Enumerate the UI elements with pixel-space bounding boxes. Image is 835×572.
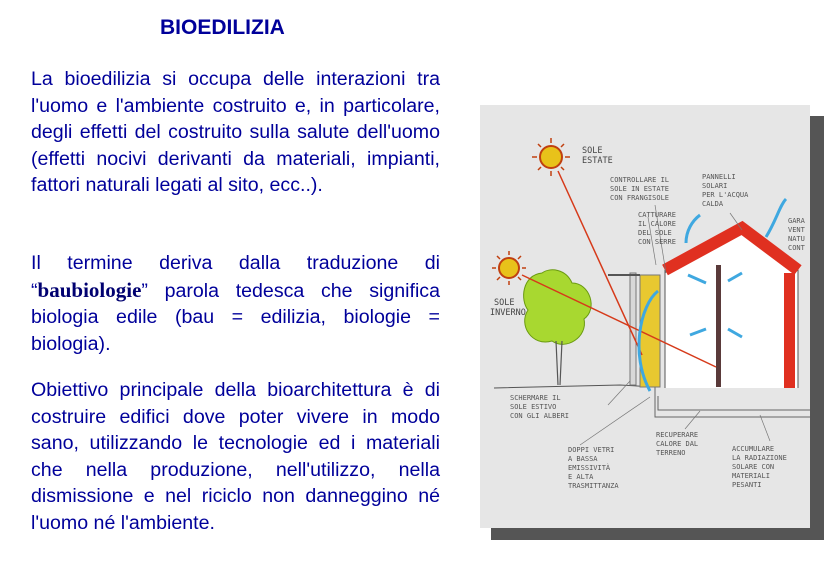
etymology-text-end: ” parola tedesca che significa biologia edile (bau = edilizia, biologie = biologia). [31, 279, 440, 355]
label-garantire-1: GARA [788, 217, 805, 225]
label-controllare-3: CON FRANGISOLE [610, 194, 670, 202]
label-pannelli-3: PER L'ACQUA [702, 191, 749, 199]
label-doppi-5: TRASMITTANZA [568, 482, 619, 490]
label-accumulare-5: PESANTI [732, 481, 762, 489]
label-garantire-3: NATU [788, 235, 805, 243]
label-accumulare-2: LA RADIAZIONE [732, 454, 787, 462]
label-sole-estate-2: ESTATE [582, 156, 613, 166]
label-accumulare-4: MATERIALI [732, 472, 770, 480]
term-baubiologie: baubiologie [37, 277, 142, 302]
tree [524, 270, 592, 385]
label-doppi-4: E ALTA [568, 473, 594, 481]
house-walls [665, 228, 798, 388]
label-schermare-1: SCHERMARE IL [510, 394, 561, 402]
label-accumulare-1: ACCUMULARE [732, 445, 775, 453]
label-catturare-2: IL CALORE [638, 220, 676, 228]
label-catturare-4: CON SERRE [638, 238, 676, 246]
label-controllare-2: SOLE IN ESTATE [610, 185, 670, 193]
label-garantire-2: VENT [788, 226, 805, 234]
label-recuperare-1: RECUPERARE [656, 431, 699, 439]
paragraph-definition: La bioedilizia si occupa delle interazioni tra l'uomo e l'ambiente costruito e, in particolare, degli effetti del costruito sulla salute dell'uomo (effetti nocivi derivanti da materiali, impianti, fattori naturali legati al sito, ecc..). [31, 68, 440, 197]
label-sole-inverno-1: SOLE [494, 298, 515, 308]
label-accumulare-3: SOLARE CON [732, 463, 775, 471]
sun-summer-icon [532, 138, 570, 176]
label-schermare-3: CON GLI ALBERI [510, 412, 570, 420]
label-pannelli-1: PANNELLI [702, 173, 736, 181]
label-recuperare-2: CALORE DAL [656, 440, 699, 448]
label-doppi-2: A BASSA [568, 455, 598, 463]
etymology-text-start: Il termine deriva dalla traduzione di “ [31, 252, 440, 302]
label-sole-estate-1: SOLE [582, 146, 603, 156]
foundation [655, 387, 810, 417]
label-schermare-2: SOLE ESTIVO [510, 403, 557, 411]
label-controllare-1: CONTROLLARE IL [610, 176, 670, 184]
paragraph-etymology [31, 250, 440, 357]
label-catturare-1: CATTURARE [638, 211, 676, 219]
label-doppi-1: DOPPI VETRI [568, 446, 615, 454]
label-sole-inverno-2: INVERNO [490, 308, 526, 318]
label-garantire-4: CONT [788, 244, 805, 252]
label-pannelli-4: CALDA [702, 200, 724, 208]
sun-winter-icon [492, 251, 526, 285]
label-catturare-3: DEL SOLE [638, 229, 672, 237]
label-pannelli-2: SOLARI [702, 182, 728, 190]
paragraph-objective: Obiettivo principale della bioarchitettura è di costruire edifici dove poter vivere in modo sano, utilizzando le tecnologie ed i materiali che nella produzione, nell'utilizzo, nella dismissione e nel riciclo non danneggino né l'uomo né l'ambiente. [31, 379, 440, 534]
label-recuperare-3: TERRENO [656, 449, 686, 457]
label-doppi-3: EMISSIVITÀ [568, 464, 611, 472]
bioclimatic-house-sketch [480, 105, 810, 528]
page-title: BIOEDILIZIA [160, 16, 285, 39]
